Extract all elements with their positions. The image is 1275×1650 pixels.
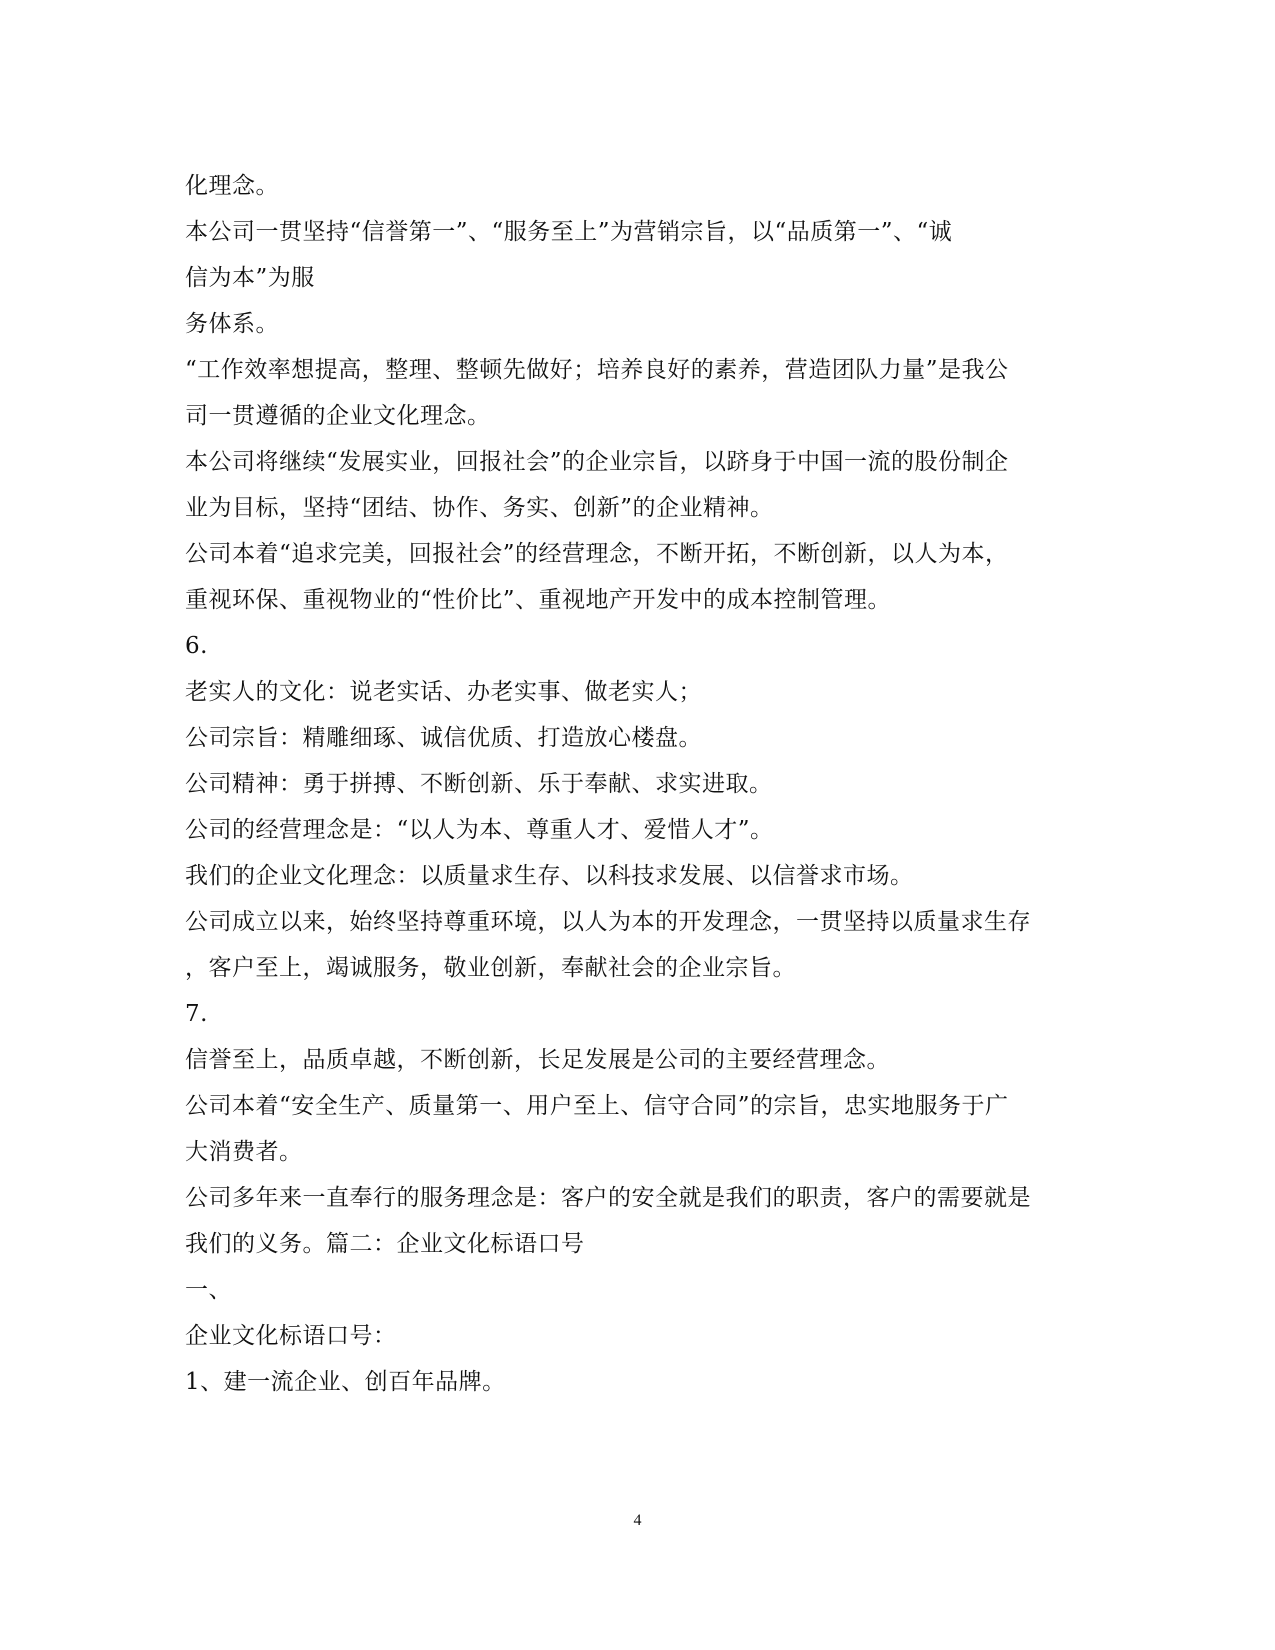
text-line: 1、建一流企业、创百年品牌。 [185,1369,506,1395]
text-line: 我们的义务。篇二：企业文化标语口号 [185,1231,585,1257]
text-line: 公司成立以来，始终坚持尊重环境，以人为本的开发理念，一贯坚持以质量求生存 [185,909,1031,935]
text-line: 重视环保、重视物业的“性价比”、重视地产开发中的成本控制管理。 [185,587,892,613]
text-line: 公司宗旨：精雕细琢、诚信优质、打造放心楼盘。 [185,725,702,751]
section-number: 7. [185,1001,208,1027]
text-line: 企业文化标语口号： [185,1323,397,1349]
text-line: 务体系。 [185,311,279,337]
text-line: 我们的企业文化理念：以质量求生存、以科技求发展、以信誉求市场。 [185,863,914,889]
text-line: 公司本着“追求完美，回报社会”的经营理念，不断开拓，不断创新，以人为本， [185,541,1009,567]
body-text [185,163,1085,1405]
text-line: ，客户至上，竭诚服务，敬业创新，奉献社会的企业宗旨。 [185,955,796,981]
page-number: 4 [633,1512,642,1529]
section-heading: 一、 [185,1277,232,1303]
text-line: 本公司将继续“发展实业，回报社会”的企业宗旨，以跻身于中国一流的股份制企 [185,449,1009,475]
text-line: 信誉至上，品质卓越，不断创新，长足发展是公司的主要经营理念。 [185,1047,890,1073]
text-line: “工作效率想提高，整理、整顿先做好；培养良好的素养，营造团队力量”是我公 [185,357,1009,383]
text-line: 大消费者。 [185,1139,303,1165]
text-line: 信为本”为服 [185,265,315,291]
text-line: 化理念。 [185,173,279,199]
text-line: 公司的经营理念是：“以人为本、尊重人才、爱惜人才”。 [185,817,774,843]
text-line: 本公司一贯坚持“信誉第一”、“服务至上”为营销宗旨，以“品质第一”、“诚 [185,219,953,245]
text-line: 业为目标，坚持“团结、协作、务实、创新”的企业精神。 [185,495,774,521]
text-line: 公司本着“安全生产、质量第一、用户至上、信守合同”的宗旨，忠实地服务于广 [185,1093,1009,1119]
text-line: 司一贯遵循的企业文化理念。 [185,403,491,429]
text-line: 老实人的文化：说老实话、办老实事、做老实人； [185,679,702,705]
text-line: 公司精神：勇于拼搏、不断创新、乐于奉献、求实进取。 [185,771,773,797]
text-line: 公司多年来一直奉行的服务理念是：客户的安全就是我们的职责，客户的需要就是 [185,1185,1031,1211]
section-number: 6. [185,633,208,659]
